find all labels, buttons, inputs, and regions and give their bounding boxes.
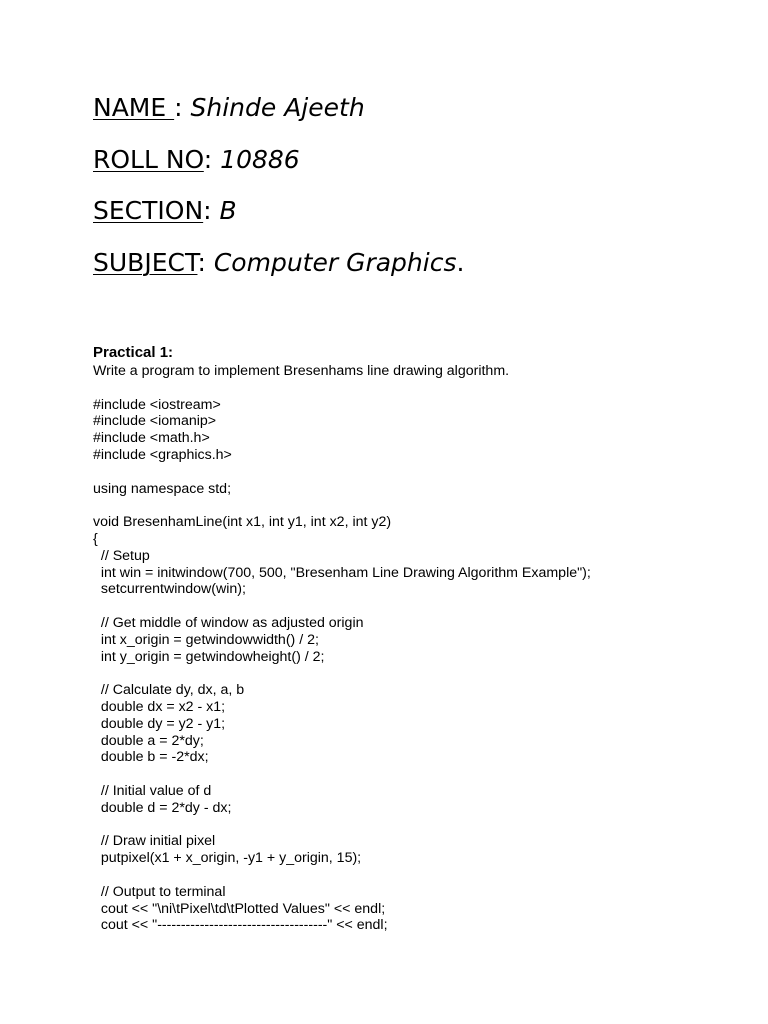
- code-line: double b = -2*dx;: [93, 749, 209, 766]
- code-line: cout << "\ni\tPixel\td\tPlotted Values" << endl;: [93, 900, 386, 917]
- code-line: #include <iostream>: [93, 396, 221, 413]
- code-line: // Get middle of window as adjusted origin: [93, 614, 364, 631]
- code-block: [93, 380, 753, 934]
- code-line: // Output to terminal: [93, 883, 226, 900]
- roll-label: ROLL NO: [93, 144, 204, 174]
- practical-section: [93, 343, 753, 934]
- subject-colon: :: [197, 247, 214, 277]
- roll-value: 10886: [220, 144, 300, 174]
- section-colon: :: [203, 196, 220, 225]
- code-line: [93, 497, 753, 514]
- practical-title: Practical 1:: [93, 344, 174, 361]
- code-line: #include <math.h>: [93, 430, 210, 447]
- code-line: int y_origin = getwindowheight() / 2;: [93, 648, 325, 665]
- code-line: [93, 817, 753, 834]
- name-line: [93, 88, 733, 140]
- code-line: {: [93, 530, 98, 547]
- roll-colon: :: [203, 144, 221, 174]
- code-line: [93, 464, 753, 481]
- code-line: double a = 2*dy;: [93, 732, 204, 749]
- code-line: // Initial value of d: [93, 782, 212, 799]
- code-line: double dy = y2 - y1;: [93, 715, 226, 732]
- student-info-header: [93, 88, 733, 294]
- code-line: [93, 867, 753, 884]
- code-line: [93, 380, 753, 397]
- practical-description: Write a program to implement Bresenhams line drawing algorithm.: [93, 363, 510, 379]
- code-line: putpixel(x1 + x_origin, -y1 + y_origin, 15);: [93, 850, 362, 867]
- code-line: // Calculate dy, dx, a, b: [93, 682, 245, 699]
- section-value: B: [219, 196, 237, 225]
- code-line: int x_origin = getwindowwidth() / 2;: [93, 631, 319, 648]
- code-line: cout << "------------------------------------" << endl;: [93, 917, 388, 934]
- code-line: double dx = x2 - x1;: [93, 698, 226, 715]
- code-line: #include <graphics.h>: [93, 446, 232, 463]
- code-line: #include <iomanip>: [93, 413, 217, 430]
- code-line: int win = initwindow(700, 500, "Bresenham Line Drawing Algorithm Example");: [93, 564, 591, 581]
- code-line: // Draw initial pixel: [93, 833, 216, 850]
- section-line: [93, 191, 733, 243]
- code-line: [93, 665, 753, 682]
- code-line: double d = 2*dy - dx;: [93, 799, 232, 816]
- subject-value: Computer Graphics: [213, 247, 457, 277]
- code-line: [93, 766, 753, 783]
- section-label: SECTION: [93, 196, 204, 225]
- name-value: Shinde Ajeeth: [190, 93, 365, 122]
- code-line: setcurrentwindow(win);: [93, 581, 246, 598]
- code-line: [93, 598, 753, 615]
- code-line: using namespace std;: [93, 480, 232, 497]
- subject-label: SUBJECT: [93, 247, 198, 277]
- subject-line: [93, 243, 733, 295]
- roll-line: [93, 140, 733, 192]
- name-label: NAME: [93, 93, 175, 122]
- name-colon: :: [174, 93, 191, 122]
- code-line: void BresenhamLine(int x1, int y1, int x2, int y2): [93, 514, 392, 531]
- subject-period: .: [456, 247, 465, 277]
- code-line: // Setup: [93, 547, 150, 564]
